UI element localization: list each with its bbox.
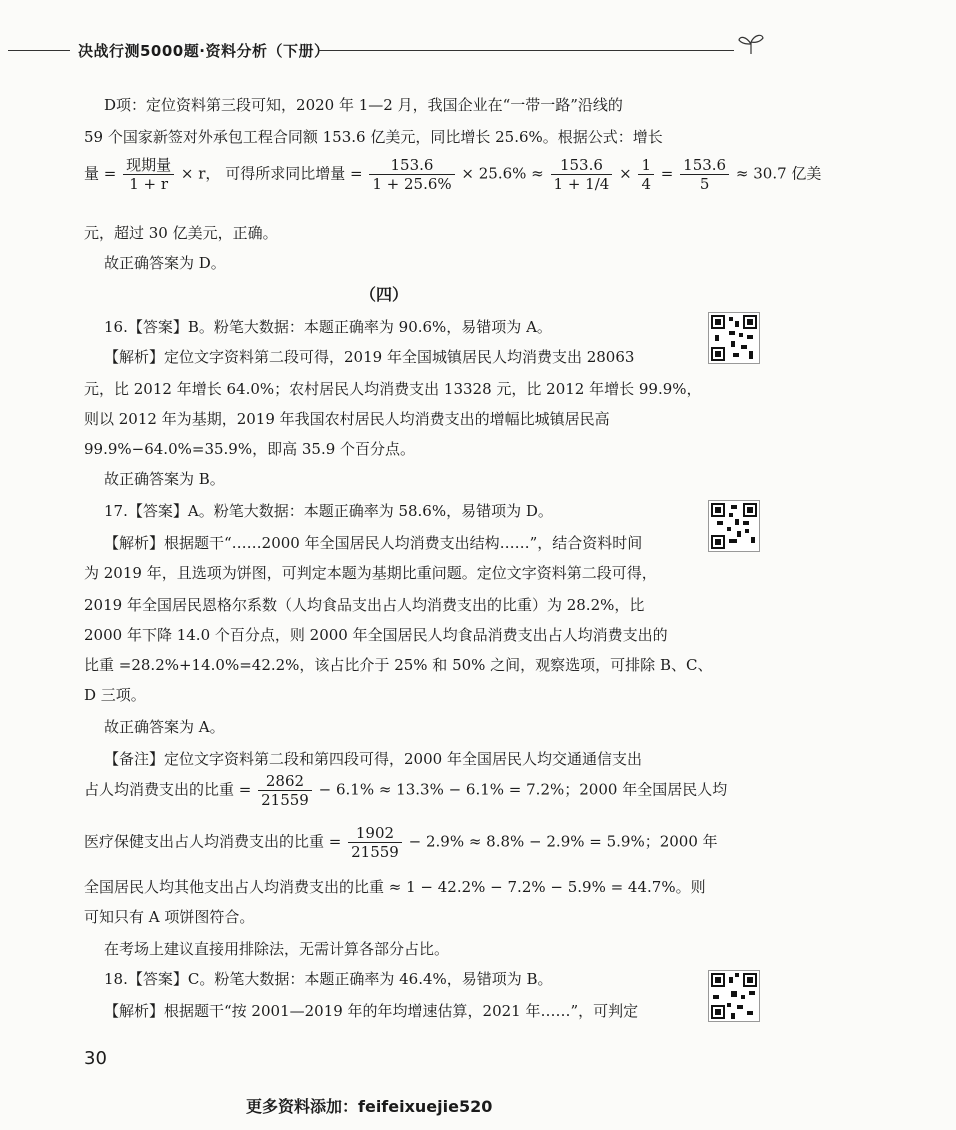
fraction-numerator: 1902 [355, 824, 395, 842]
q17-analysis-line-5: 比重 =28.2%+14.0%=42.2%，该占比介于 25% 和 50% 之间，观察选项，可排除 B、C、 [84, 656, 713, 674]
fraction-numerator: 153.6 [559, 156, 603, 174]
note-line-4: 可知只有 A 项饼图符合。 [84, 908, 255, 926]
fraction-denominator: 1 + r [123, 174, 174, 193]
note-formula-prefix: 占人均消费支出的比重 = [84, 780, 252, 799]
header-rule-right [318, 50, 734, 51]
q17-analysis-line-1: 【解析】根据题干“……2000 年全国居民人均消费支出结构……”，结合资料时间 [104, 534, 643, 552]
q17-analysis-line-3: 2019 年全国居民恩格尔系数（人均食品支出占人均消费支出的比重）为 28.2%，比 [84, 596, 645, 614]
fraction-current-over-rate [123, 156, 174, 193]
fraction-result [680, 156, 729, 193]
q16-analysis-line-1: 【解析】定位文字资料第二段可得，2019 年全国城镇居民人均消费支出 28063 [104, 348, 635, 366]
formula-mid-2: × 25.6% ≈ [461, 164, 544, 183]
qr-code-icon[interactable] [708, 312, 760, 364]
d-analysis-line-2: 59 个国家新签对外承包工程合同额 153.6 亿美元，同比增长 25.6%。根据公式：增长 [84, 128, 663, 146]
q16-analysis-line-4: 99.9%−64.0%=35.9%，即高 35.9 个百分点。 [84, 440, 416, 458]
q17-analysis-line-2: 为 2019 年，且选项为饼图，可判定本题为基期比重问题。定位文字资料第二段可得， [84, 564, 657, 582]
note-line-1: 【备注】定位文字资料第二段和第四段可得，2000 年全国居民人均交通通信支出 [104, 750, 642, 768]
fraction-approx [551, 156, 613, 193]
growth-formula [84, 156, 822, 193]
note-formula-2 [84, 824, 718, 861]
fraction-denominator: 21559 [348, 842, 402, 861]
section-heading: （四） [360, 285, 409, 304]
d-analysis-line-3: 元，超过 30 亿美元，正确。 [84, 224, 278, 242]
fraction-denominator: 5 [680, 174, 729, 193]
q17-analysis-line-4: 2000 年下降 14.0 个百分点，则 2000 年全国居民人均食品消费支出占人均消费支出的 [84, 626, 668, 644]
sprout-icon [736, 32, 766, 56]
q17-conclusion: 故正确答案为 A。 [104, 718, 225, 736]
footer-note: 更多资料添加：feifeixuejie520 [246, 1097, 493, 1116]
fraction-base-value [369, 156, 454, 193]
running-header [0, 38, 800, 62]
q16-analysis-line-2: 元，比 2012 年增长 64.0%；农村居民人均消费支出 13328 元，比 2012 年增长 99.9%， [84, 380, 702, 398]
q16-answer: 16.【答案】B。粉笔大数据：本题正确率为 90.6%，易错项为 A。 [104, 318, 552, 336]
fraction-numerator: 2862 [265, 772, 305, 790]
d-analysis-line-1: D项：定位资料第三段可知，2020 年 1—2 月，我国企业在“一带一路”沿线的 [104, 96, 623, 114]
q16-analysis-line-3: 则以 2012 年为基期，2019 年我国农村居民人均消费支出的增幅比城镇居民高 [84, 410, 610, 428]
header-rule-left [8, 50, 70, 51]
fraction-quarter [638, 156, 654, 193]
q17-answer: 17.【答案】A。粉笔大数据：本题正确率为 58.6%，易错项为 D。 [104, 502, 553, 520]
qr-code-icon[interactable] [708, 500, 760, 552]
fraction-medical [348, 824, 402, 861]
note-formula-prefix: 医疗保健支出占人均消费支出的比重 = [84, 832, 342, 851]
fraction-denominator: 4 [638, 174, 654, 193]
formula-mid-3: × [619, 164, 632, 183]
fraction-numerator: 153.6 [683, 156, 727, 174]
fraction-numerator: 1 [641, 156, 652, 174]
note-formula-suffix: − 6.1% ≈ 13.3% − 6.1% = 7.2%；2000 年全国居民人均 [318, 780, 728, 799]
formula-mid-4: = [660, 164, 674, 183]
note-formula-suffix: − 2.9% ≈ 8.8% − 2.9% = 5.9%；2000 年 [408, 832, 718, 851]
q16-conclusion: 故正确答案为 B。 [104, 470, 225, 488]
formula-prefix: 量 = [84, 164, 117, 183]
header-title: 决战行测5000题·资料分析（下册） [78, 42, 330, 60]
fraction-denominator: 1 + 1/4 [551, 174, 613, 193]
fraction-transport [258, 772, 312, 809]
q18-answer: 18.【答案】C。粉笔大数据：本题正确率为 46.4%，易错项为 B。 [104, 970, 553, 988]
fraction-denominator: 21559 [258, 790, 312, 809]
formula-suffix: ≈ 30.7 亿美 [735, 164, 822, 183]
fraction-numerator: 现期量 [126, 156, 172, 174]
note-formula-1 [84, 772, 728, 809]
q18-analysis-line-1: 【解析】根据题干“按 2001—2019 年的年均增速估算，2021 年……”，可判定 [104, 1002, 639, 1020]
page-number: 30 [84, 1048, 107, 1069]
note-line-5: 在考场上建议直接用排除法，无需计算各部分占比。 [104, 940, 450, 958]
qr-code-icon[interactable] [708, 970, 760, 1022]
q17-analysis-line-6: D 三项。 [84, 686, 146, 704]
note-line-3: 全国居民人均其他支出占人均消费支出的比重 ≈ 1 − 42.2% − 7.2% − 5.9% = 44.7%。则 [84, 878, 706, 896]
d-conclusion: 故正确答案为 D。 [104, 254, 226, 272]
formula-mid: × r， 可得所求同比增量 = [180, 164, 363, 183]
fraction-denominator: 1 + 25.6% [369, 174, 454, 193]
fraction-numerator: 153.6 [390, 156, 434, 174]
